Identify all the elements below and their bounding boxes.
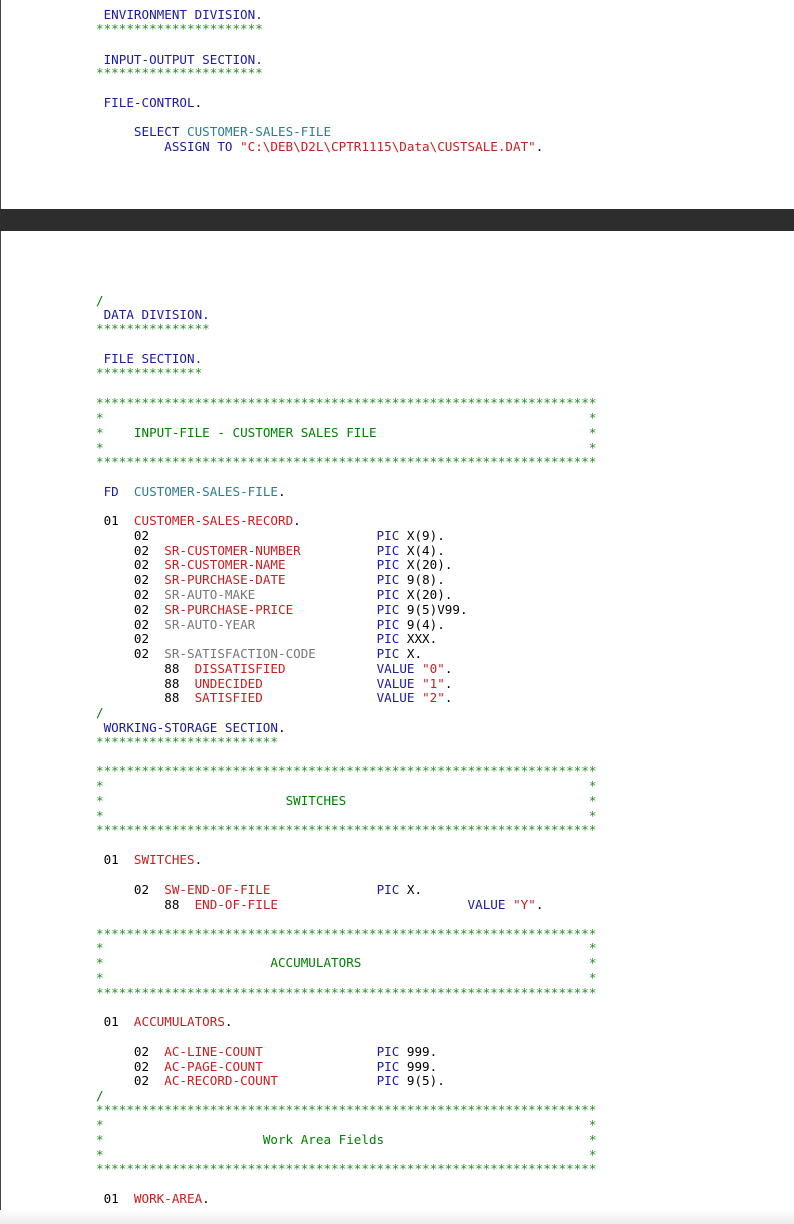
code-line [96, 632, 437, 646]
code-token: SATISFIED [194, 690, 263, 705]
code-line [96, 1162, 596, 1176]
code-token: PIC [376, 1044, 400, 1059]
code-token: 02 [96, 587, 165, 602]
code-line [96, 971, 596, 985]
code-token [263, 690, 377, 705]
code-token: 02 [96, 572, 165, 587]
code-token: ****************************************************************** [96, 395, 597, 410]
code-token: "0" [422, 661, 445, 676]
code-line [96, 941, 596, 955]
code-token: XXX. [399, 631, 438, 646]
code-token: PIC [376, 1059, 400, 1074]
code-token [286, 661, 377, 676]
code-token [263, 676, 377, 691]
code-token: * [384, 1132, 597, 1147]
code-token: 88 [96, 661, 195, 676]
document-page-1 [0, 0, 794, 209]
code-token [293, 602, 376, 617]
code-token: AC-PAGE-COUNT [164, 1059, 263, 1074]
code-token: SWITCHES [285, 793, 347, 808]
code-token: WORK-AREA [133, 1191, 203, 1206]
code-token: 02 [96, 1059, 165, 1074]
code-token [278, 897, 468, 912]
code-token: 02 [96, 1044, 165, 1059]
code-token: * [376, 425, 597, 440]
code-token [286, 572, 377, 587]
code-line [96, 764, 596, 778]
code-token: ACCUMULATORS [270, 955, 362, 970]
code-token: 9(5)V99. [399, 602, 468, 617]
code-token: PIC [376, 557, 400, 572]
code-token: X. [399, 646, 423, 661]
code-token: FILE-CONTROL [96, 95, 195, 110]
code-token: SW-END-OF-FILE [164, 882, 271, 897]
code-token: . [535, 139, 544, 154]
code-token: 01 [96, 1191, 134, 1206]
code-token: CUSTOMER-SALES-RECORD [133, 513, 294, 528]
page-gap [0, 209, 794, 231]
code-line [96, 735, 278, 749]
code-token: PIC [376, 528, 400, 543]
code-token: 02 [96, 1073, 165, 1088]
code-token: ****************************************************************** [96, 763, 597, 778]
code-token: 02 [96, 617, 165, 632]
code-token: / [96, 1088, 104, 1103]
code-line [96, 140, 543, 154]
code-token: PIC [376, 602, 400, 617]
code-line [96, 1015, 233, 1029]
code-token: INPUT-FILE - CUSTOMER SALES FILE [133, 425, 377, 440]
code-token: 02 [96, 646, 165, 661]
code-token: CUSTOMER-SALES-FILE [187, 124, 332, 139]
code-line [96, 1089, 104, 1103]
code-token: 9(5). [399, 1073, 445, 1088]
code-line [96, 823, 596, 837]
code-token: 02 [96, 543, 165, 558]
code-token: ****************************************************************** [96, 454, 597, 469]
code-token: . [277, 720, 286, 735]
code-token: / [96, 705, 104, 720]
code-line [96, 411, 596, 425]
code-token: AC-LINE-COUNT [164, 1044, 263, 1059]
code-token: INPUT-OUTPUT SECTION. [96, 52, 263, 67]
code-line [96, 366, 202, 380]
code-token: PIC [376, 882, 400, 897]
code-line [96, 396, 596, 410]
code-token: 88 [96, 676, 195, 691]
code-token: * * [96, 1117, 597, 1132]
code-line [96, 809, 596, 823]
code-line [96, 455, 596, 469]
code-line [96, 1103, 596, 1117]
code-line [96, 883, 422, 897]
code-line [96, 618, 445, 632]
code-token [415, 661, 423, 676]
code-token: * * [96, 940, 597, 955]
code-token: FD [96, 484, 134, 499]
code-line [96, 66, 263, 80]
code-token: * [96, 793, 286, 808]
code-line [96, 1074, 445, 1088]
code-token: WORKING-STORAGE SECTION [96, 720, 278, 735]
code-token: X(4). [399, 543, 445, 558]
code-token: PIC [376, 631, 400, 646]
code-token: VALUE [467, 897, 506, 912]
code-line [96, 956, 596, 970]
code-token: SELECT [96, 124, 187, 139]
code-token: ACCUMULATORS [133, 1014, 225, 1029]
code-token: 9(4). [399, 617, 445, 632]
code-token: . [277, 484, 286, 499]
code-line [96, 927, 596, 941]
document-page-2 [0, 231, 794, 1224]
code-token: 999. [399, 1044, 438, 1059]
code-line [96, 544, 445, 558]
code-token: FILE SECTION. [96, 351, 203, 366]
code-token: ****************************************************************** [96, 1102, 597, 1117]
code-token: PIC [376, 543, 400, 558]
code-line [96, 8, 263, 22]
code-token: 02 [96, 557, 165, 572]
code-token: . [444, 690, 453, 705]
code-token: 02 [96, 602, 165, 617]
code-token: SR-AUTO-MAKE [164, 587, 256, 602]
code-token: 01 [96, 513, 134, 528]
code-token [263, 1059, 377, 1074]
code-token: . [224, 1014, 233, 1029]
code-line [96, 691, 452, 705]
code-token: PIC [376, 617, 400, 632]
code-token: "C:\DEB\D2L\CPTR1115\Data\CUSTSALE.DAT" [240, 139, 536, 154]
code-token: . [194, 95, 203, 110]
code-token: SR-SATISFACTION-CODE [164, 646, 316, 661]
code-token: VALUE [376, 690, 415, 705]
code-token: * * [96, 970, 597, 985]
code-line [96, 662, 452, 676]
code-token: "Y" [513, 897, 536, 912]
code-token [414, 676, 422, 691]
code-token: * * [96, 808, 597, 823]
code-token [278, 1073, 377, 1088]
code-token: ********************** [96, 65, 263, 80]
code-token [255, 617, 376, 632]
code-token: ASSIGN TO [96, 139, 241, 154]
code-token: X(20). [399, 587, 453, 602]
code-token: AC-RECORD-COUNT [164, 1073, 278, 1088]
code-token: * * [96, 778, 597, 793]
code-line [96, 853, 202, 867]
code-token: / [96, 293, 104, 308]
code-line [96, 1060, 437, 1074]
code-line [96, 352, 202, 366]
code-token: . [293, 513, 301, 528]
code-token: 01 [96, 1014, 134, 1029]
code-token: . [444, 676, 453, 691]
page-bottom-shadow [0, 1210, 794, 1224]
code-line [96, 558, 452, 572]
code-token: PIC [376, 646, 400, 661]
code-token: 02 [96, 882, 165, 897]
code-line [96, 1192, 210, 1206]
code-token: UNDECIDED [194, 676, 263, 691]
code-token [414, 690, 422, 705]
code-token: Work Area Fields [262, 1132, 385, 1147]
code-token: *************** [96, 321, 210, 336]
code-token: * * [96, 410, 597, 425]
code-token: "1" [422, 676, 445, 691]
code-token: 88 [96, 690, 195, 705]
code-line [96, 529, 445, 543]
code-token: X(20). [399, 557, 453, 572]
code-line [96, 1118, 596, 1132]
code-token: 88 [96, 897, 195, 912]
code-line [96, 1133, 596, 1147]
code-line [96, 603, 468, 617]
code-token: . [202, 1191, 210, 1206]
code-token: PIC [376, 1073, 400, 1088]
code-token: ************************ [96, 734, 278, 749]
code-token: 02 [96, 631, 377, 646]
code-token: ENVIRONMENT DIVISION. [96, 7, 263, 22]
code-token [286, 557, 377, 572]
code-token: VALUE [376, 661, 415, 676]
code-token: ****************************************************************** [96, 926, 597, 941]
code-line [96, 898, 543, 912]
code-token: . [444, 661, 453, 676]
code-line [96, 96, 202, 110]
code-token: SR-AUTO-YEAR [164, 617, 256, 632]
code-line [96, 1045, 437, 1059]
code-token: ****************************************************************** [96, 1161, 597, 1176]
code-token [505, 897, 513, 912]
code-token: ************** [96, 365, 203, 380]
code-token: PIC [376, 572, 400, 587]
code-token: * [346, 793, 597, 808]
code-token: SR-CUSTOMER-NAME [164, 557, 286, 572]
code-line [96, 1148, 596, 1162]
code-token [270, 882, 376, 897]
code-token [316, 646, 377, 661]
code-token: * [96, 425, 134, 440]
code-token: "2" [422, 690, 445, 705]
code-token: 01 [96, 852, 134, 867]
code-token [263, 1044, 377, 1059]
code-line [96, 794, 596, 808]
code-token [301, 543, 377, 558]
code-line [96, 588, 452, 602]
code-token: 999. [399, 1059, 438, 1074]
code-token: CUSTOMER-SALES-FILE [133, 484, 278, 499]
code-token: . [535, 897, 544, 912]
code-line [96, 485, 286, 499]
code-token: DISSATISFIED [194, 661, 286, 676]
code-line [96, 706, 104, 720]
code-line [96, 573, 445, 587]
code-token: . [194, 852, 203, 867]
code-line [96, 779, 596, 793]
code-token: ****************************************************************** [96, 822, 597, 837]
code-token: PIC [376, 587, 400, 602]
code-line [96, 308, 210, 322]
code-token: 9(8). [399, 572, 445, 587]
code-line [96, 677, 452, 691]
code-line [96, 426, 596, 440]
code-line [96, 125, 331, 139]
code-line [96, 322, 210, 336]
code-token: SWITCHES [133, 852, 195, 867]
code-line [96, 22, 263, 36]
code-token: 02 [96, 528, 377, 543]
code-token: END-OF-FILE [194, 897, 278, 912]
code-token: ****************************************************************** [96, 985, 597, 1000]
code-token: VALUE [376, 676, 415, 691]
code-line [96, 514, 301, 528]
code-line [96, 721, 286, 735]
code-token: SR-PURCHASE-DATE [164, 572, 286, 587]
code-line [96, 647, 422, 661]
code-token: * [96, 955, 271, 970]
code-line [96, 441, 596, 455]
code-token: * [96, 1132, 263, 1147]
code-line [96, 294, 104, 308]
code-token: * * [96, 1147, 597, 1162]
code-token: DATA DIVISION. [96, 307, 210, 322]
code-token: X(9). [399, 528, 445, 543]
code-token: ********************** [96, 21, 263, 36]
code-token: * * [96, 440, 597, 455]
code-line [96, 986, 596, 1000]
code-token: SR-PURCHASE-PRICE [164, 602, 294, 617]
code-token: X. [399, 882, 423, 897]
code-token [255, 587, 376, 602]
code-token: * [361, 955, 597, 970]
code-token: SR-CUSTOMER-NUMBER [164, 543, 301, 558]
